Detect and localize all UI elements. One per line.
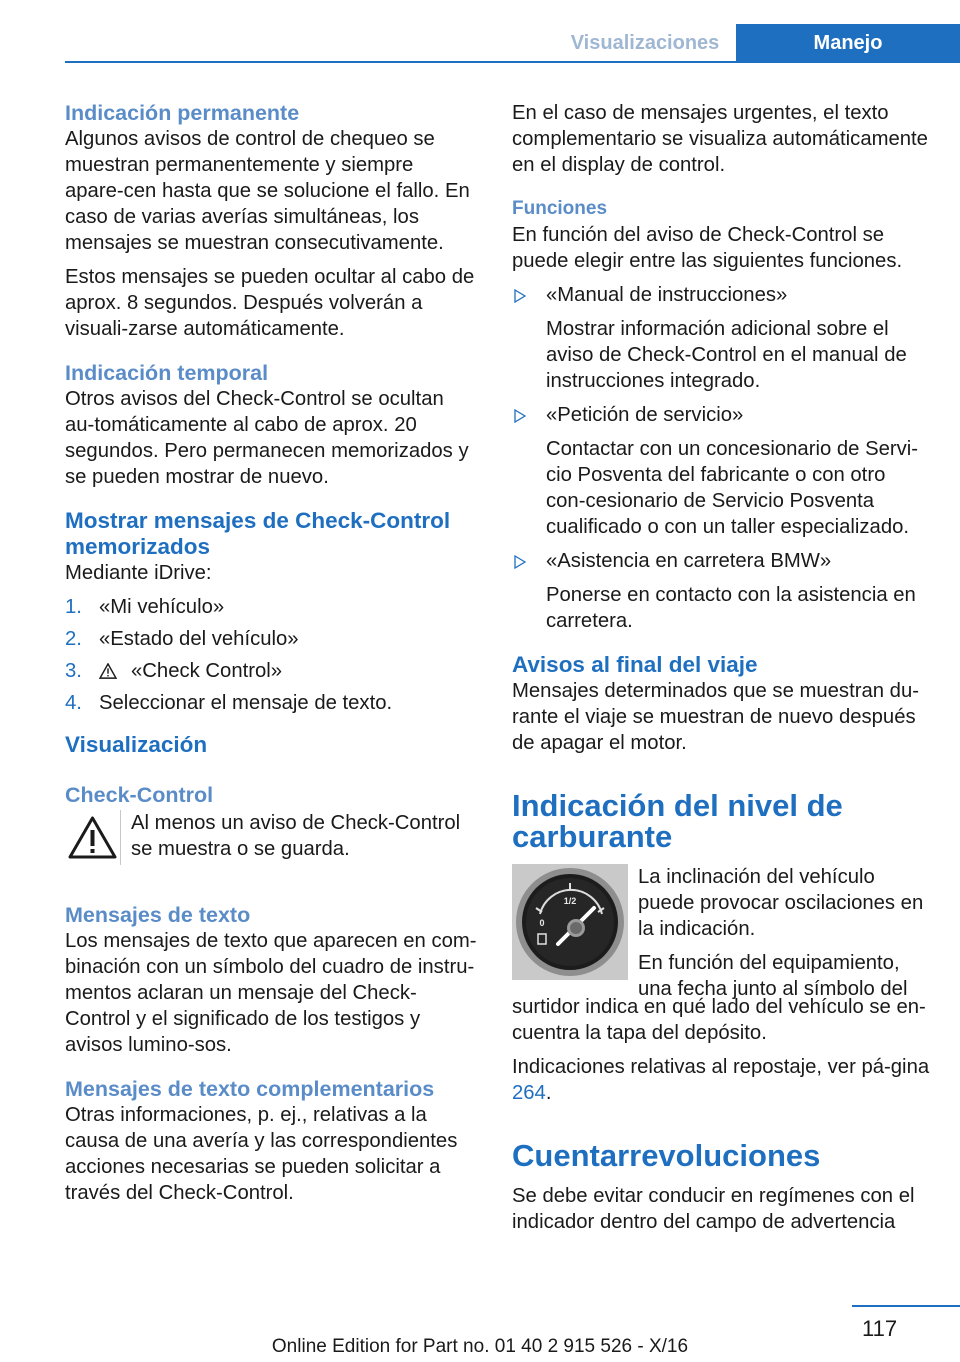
- list-item: [65, 626, 477, 658]
- header-rule: [65, 61, 960, 63]
- list-item: [512, 402, 930, 540]
- check-control-symbol: [65, 810, 121, 865]
- heading-indicacion-permanente: Indicación permanente: [65, 101, 300, 125]
- heading-indicacion-temporal: Indicación temporal: [65, 361, 269, 385]
- paragraph: La inclinación del vehículo puede provocar oscilaciones en la indicación.: [638, 866, 924, 940]
- function-label: «Manual de instrucciones»: [546, 284, 788, 306]
- step-number: 3.: [65, 660, 82, 682]
- step-text: «Estado del vehículo»: [99, 628, 299, 650]
- heading-cuentarrevoluciones: Cuentarrevoluciones: [512, 1138, 821, 1173]
- function-label: «Asistencia en carretera BMW»: [546, 550, 832, 572]
- paragraph: En función del equipamiento, una fecha junto al símbolo del: [638, 952, 908, 1000]
- ref-text: Indicaciones relativas al repostaje, ver pá-gina: [512, 1056, 930, 1078]
- paragraph: Mediante iDrive:: [65, 562, 212, 584]
- left-column: [65, 100, 477, 1214]
- gauge-half-label: 1/2: [563, 896, 577, 906]
- list-item: [65, 690, 477, 722]
- paragraph: En función del aviso de Check-Control se puede elegir entre las siguientes funciones.: [512, 224, 903, 272]
- list-item: [65, 658, 477, 690]
- paragraph: Algunos avisos de control de chequeo se muestran permanentemente y siempre apare-cen hasta que se solucione el fallo. En caso de varias averías simultáneas, los mensajes se muestran consecutivamente.: [65, 128, 470, 254]
- bullet-triangle-icon: [514, 409, 526, 423]
- paragraph: En el caso de mensajes urgentes, el texto complementario se visualiza automáticamente en el display de control.: [512, 102, 928, 176]
- gauge-zero-label: 0: [539, 918, 545, 928]
- page-link-264[interactable]: 264: [512, 1082, 546, 1104]
- heading-avisos-final-viaje: Avisos al final del viaje: [512, 652, 758, 677]
- idrive-steps-list: [65, 594, 477, 722]
- function-desc: Contactar con un concesionario de Servi-cio Posventa del fabricante o con otro con-cesionario de Servicio Posventa cualificado o con un taller especializado.: [546, 438, 919, 538]
- paragraph: Estos mensajes se pueden ocultar al cabo de aprox. 8 segundos. Después volverán a visuali-zarse automáticamente.: [65, 266, 475, 340]
- footer-rule: [852, 1305, 960, 1307]
- paragraph: Al menos un aviso de Check-Control se muestra o se guarda.: [131, 812, 461, 860]
- warning-triangle-icon: [65, 810, 120, 865]
- paragraph: Mensajes determinados que se muestran du-rante el viaje se muestran de nuevo después de apagar el motor.: [512, 680, 919, 754]
- ref-text-end: .: [545, 1082, 552, 1104]
- fuel-gauge-image: [512, 864, 628, 980]
- step-number: 2.: [65, 628, 82, 650]
- heading-check-control: Check-Control: [65, 783, 214, 807]
- step-number: 4.: [65, 692, 82, 714]
- step-text: Seleccionar el mensaje de texto.: [99, 692, 393, 714]
- edition-footer: Online Edition for Part no. 01 40 2 915 526 - X/16: [271, 1336, 689, 1357]
- heading-visualizacion: Visualización: [65, 732, 208, 757]
- step-text: «Check Control»: [131, 660, 283, 682]
- fuel-gauge-illustration: [512, 864, 628, 980]
- heading-mostrar-mensajes: Mostrar mensajes de Check-Control memorizados: [65, 508, 451, 559]
- list-item: [512, 548, 930, 634]
- bullet-triangle-icon: [514, 289, 526, 303]
- paragraph: Otros avisos del Check-Control se ocultan au-tomáticamente al cabo de aprox. 20 segundos. Pero permanecen memorizados y se pueden mostrar de nuevo.: [65, 388, 469, 488]
- list-item: [65, 594, 477, 626]
- tab-visualizaciones[interactable]: Visualizaciones: [570, 32, 720, 54]
- fuel-text: [638, 864, 930, 1002]
- paragraph: surtidor indica en qué lado del vehículo se en-cuentra la tapa del depósito.: [512, 996, 926, 1044]
- list-item: [512, 282, 930, 394]
- check-control-block: [65, 810, 477, 880]
- fuel-gauge-block: [512, 864, 930, 1000]
- function-label: «Petición de servicio»: [546, 404, 744, 426]
- right-column: [512, 100, 930, 1243]
- heading-funciones: Funciones: [512, 198, 608, 219]
- paragraph: Otras informaciones, p. ej., relativas a la causa de una avería y las correspondientes acciones necesarias se pueden solicitar a través del Check-Control.: [65, 1104, 458, 1204]
- page-number: 117: [862, 1316, 898, 1341]
- heading-nivel-carburante: Indicación del nivel de carburante: [512, 788, 843, 854]
- paragraph: [512, 1054, 930, 1106]
- paragraph: Los mensajes de texto que aparecen en com-binación con un símbolo del cuadro de instru-mentos aclaran un mensaje del Check-Control y el significado de los testigos y avisos lumino-sos.: [65, 930, 477, 1056]
- functions-list: [512, 282, 930, 634]
- warning-triangle-icon: [99, 663, 117, 679]
- function-desc: Ponerse en contacto con la asistencia en carretera.: [546, 584, 916, 632]
- paragraph: Se debe evitar conducir en regímenes con el indicador dentro del campo de advertencia: [512, 1185, 915, 1233]
- heading-mensajes-texto: Mensajes de texto: [65, 903, 251, 927]
- function-desc: Mostrar información adicional sobre el aviso de Check-Control en el manual de instrucciones integrado.: [546, 318, 907, 392]
- heading-mensajes-complementarios: Mensajes de texto complementarios: [65, 1077, 435, 1101]
- tab-manejo[interactable]: Manejo: [736, 24, 960, 62]
- step-text: «Mi vehículo»: [99, 596, 225, 618]
- bullet-triangle-icon: [514, 555, 526, 569]
- step-number: 1.: [65, 596, 82, 618]
